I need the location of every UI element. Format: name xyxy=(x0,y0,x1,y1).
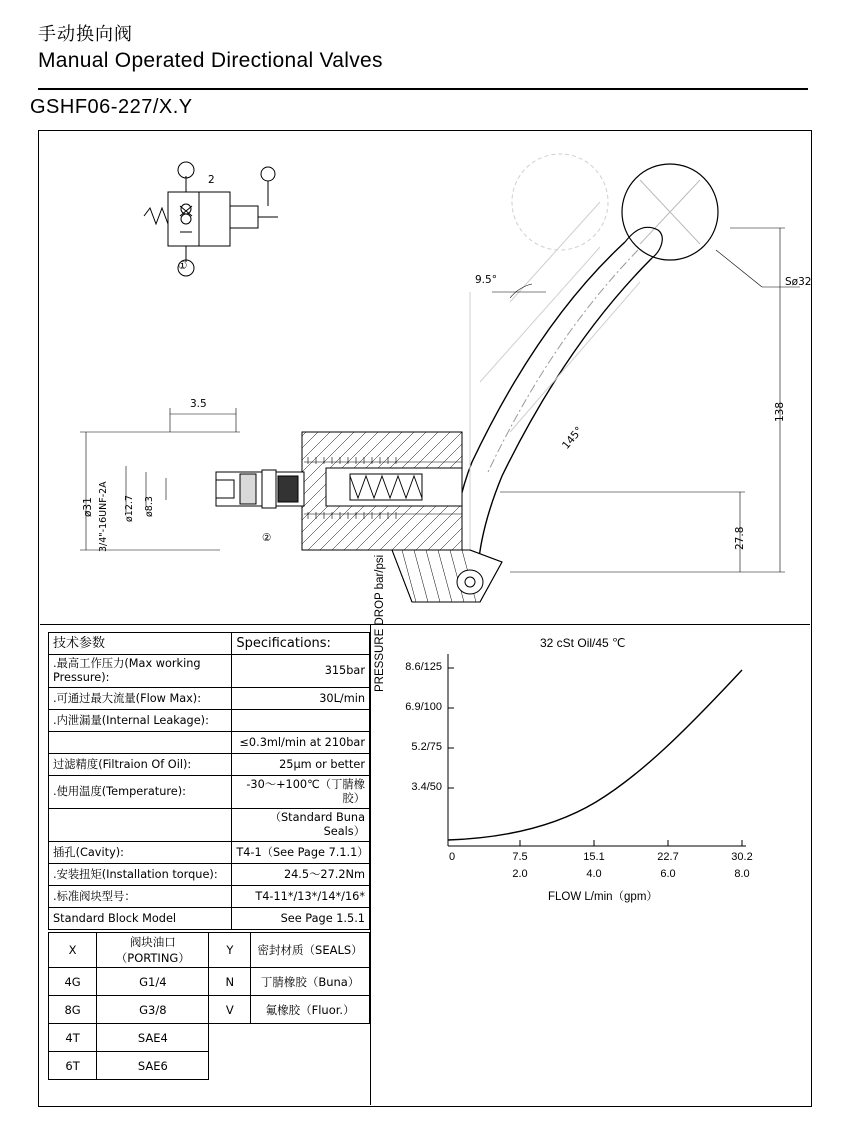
cell-seals xyxy=(251,1024,370,1052)
spec-label: 插孔(Cavity): xyxy=(49,842,232,864)
cell-seals: 氟橡胶（Fluor.） xyxy=(251,996,370,1024)
cell-x: 4T xyxy=(49,1024,97,1052)
table-row xyxy=(49,809,370,842)
cell-porting: SAE4 xyxy=(97,1024,209,1052)
chart-xtick-gpm: 8.0 xyxy=(734,868,750,880)
spec-title-row xyxy=(49,633,370,655)
cell-x: 6T xyxy=(49,1052,97,1080)
table-header-row xyxy=(49,933,370,968)
dim-dia-12-7: ø12.7 xyxy=(124,495,135,522)
spec-label: 过滤精度(Filtraion Of Oil): xyxy=(49,754,232,776)
page-title-cn: 手动换向阀 xyxy=(38,24,133,45)
chart-ytick: 3.4/50 xyxy=(411,781,442,793)
chart-ytick: 6.9/100 xyxy=(405,701,442,713)
model-number: GSHF06-227/X.Y xyxy=(30,96,193,118)
spec-title-en: Specifications: xyxy=(232,633,370,655)
spec-label: .标准阀块型号： xyxy=(49,886,232,908)
page-title-en: Manual Operated Directional Valves xyxy=(38,49,383,72)
specifications-table xyxy=(48,632,370,930)
cell-y xyxy=(209,1052,251,1080)
table-row xyxy=(49,655,370,688)
chart-xtick-gpm: 4.0 xyxy=(586,868,602,880)
table-row xyxy=(49,968,370,996)
dim-height-27-8: 27.8 xyxy=(734,526,746,550)
spec-value: （Standard Buna Seals） xyxy=(232,809,370,842)
cell-seals: 丁腈橡胶（Buna） xyxy=(251,968,370,996)
cell-porting: SAE6 xyxy=(97,1052,209,1080)
table-row xyxy=(49,776,370,809)
dim-dia-31: ø31 xyxy=(82,497,94,517)
table-row xyxy=(49,842,370,864)
table-row xyxy=(49,864,370,886)
chart-xtick-gpm: 6.0 xyxy=(660,868,676,880)
page-header xyxy=(38,24,808,74)
spec-label: .可通过最大流量(Flow Max): xyxy=(49,688,232,710)
chart-ytick: 8.6/125 xyxy=(405,661,442,673)
cell-y: N xyxy=(209,968,251,996)
cell-x: 4G xyxy=(49,968,97,996)
table-row xyxy=(49,732,370,754)
cell-porting: G3/8 xyxy=(97,996,209,1024)
dim-dia-8-3: ø8.3 xyxy=(144,496,155,517)
header-divider xyxy=(38,88,808,90)
chart-title: 32 cSt Oil/45 ℃ xyxy=(540,636,626,650)
porting-seals-table xyxy=(48,932,370,1080)
table-row xyxy=(49,908,370,930)
table-row xyxy=(49,1052,370,1080)
spec-label: .使用温度(Temperature): xyxy=(49,776,232,809)
spec-label: .安装扭矩(Installation torque): xyxy=(49,864,232,886)
chart-xtick: 0 xyxy=(448,851,456,863)
spec-value: See Page 1.5.1 xyxy=(232,908,370,930)
chart-xtick: 30.2 xyxy=(731,851,753,863)
spec-label: .最高工作压力(Max working Pressure): xyxy=(49,655,232,688)
symbol-port-1-label: ① xyxy=(178,260,188,272)
spec-value xyxy=(232,710,370,732)
cell-porting: G1/4 xyxy=(97,968,209,996)
dim-angle-9-5: 9.5° xyxy=(475,274,497,286)
spec-value: 25μm or better xyxy=(232,754,370,776)
chart-xlabel: FLOW L/min（gpm） xyxy=(548,891,658,903)
dim-sphere-dia: Sø32 xyxy=(785,276,812,288)
chart-series-line xyxy=(448,670,742,840)
chart-plot xyxy=(446,654,786,904)
cell-x: 8G xyxy=(49,996,97,1024)
port-2-callout: ② xyxy=(262,532,272,544)
spec-title-cn: 技术参数 xyxy=(49,633,232,655)
frame-divider-vertical xyxy=(370,624,371,1105)
pressure-drop-chart xyxy=(374,554,800,932)
col-header-porting: 阀块油口（PORTING） xyxy=(97,933,209,968)
spec-label xyxy=(49,732,232,754)
chart-xtick: 7.5 xyxy=(512,851,528,863)
cell-y: V xyxy=(209,996,251,1024)
col-header-x: X xyxy=(49,933,97,968)
dim-3-5: 3.5 xyxy=(190,398,207,410)
table-row xyxy=(49,996,370,1024)
spec-value: ≤0.3ml/min at 210bar xyxy=(232,732,370,754)
table-row xyxy=(49,688,370,710)
spec-value: T4-11*/13*/14*/16* xyxy=(232,886,370,908)
spec-value: 30L/min xyxy=(232,688,370,710)
table-row xyxy=(49,1024,370,1052)
col-header-y: Y xyxy=(209,933,251,968)
table-row xyxy=(49,754,370,776)
chart-ylabel: PRESSURE DROP bar/psi xyxy=(374,554,386,692)
dim-thread: 3/4"-16UNF-2A xyxy=(98,481,109,552)
spec-value: T4-1（See Page 7.1.1） xyxy=(232,842,370,864)
cell-y xyxy=(209,1024,251,1052)
dim-angle-145: 145° xyxy=(560,424,586,452)
valve-assembly-drawing xyxy=(40,132,810,622)
table-row xyxy=(49,710,370,732)
cell-seals xyxy=(251,1052,370,1080)
chart-xtick: 22.7 xyxy=(657,851,679,863)
spec-value: 24.5～27.2Nm xyxy=(232,864,370,886)
table-row xyxy=(49,886,370,908)
spec-label: .内泄漏量(Internal Leakage): xyxy=(49,710,232,732)
spec-label: Standard Block Model xyxy=(49,908,232,930)
chart-xtick-gpm: 2.0 xyxy=(512,868,528,880)
dim-height-138: 138 xyxy=(774,401,786,422)
frame-divider-horizontal xyxy=(40,624,810,625)
spec-value: 315bar xyxy=(232,655,370,688)
spec-value: -30～+100℃（丁腈橡胶） xyxy=(232,776,370,809)
col-header-seals: 密封材质（SEALS） xyxy=(251,933,370,968)
drawing-frame xyxy=(38,130,812,1107)
symbol-port-2-label: 2 xyxy=(208,174,215,186)
spec-label xyxy=(49,809,232,842)
chart-ytick: 5.2/75 xyxy=(411,741,442,753)
chart-xtick: 15.1 xyxy=(583,851,605,863)
